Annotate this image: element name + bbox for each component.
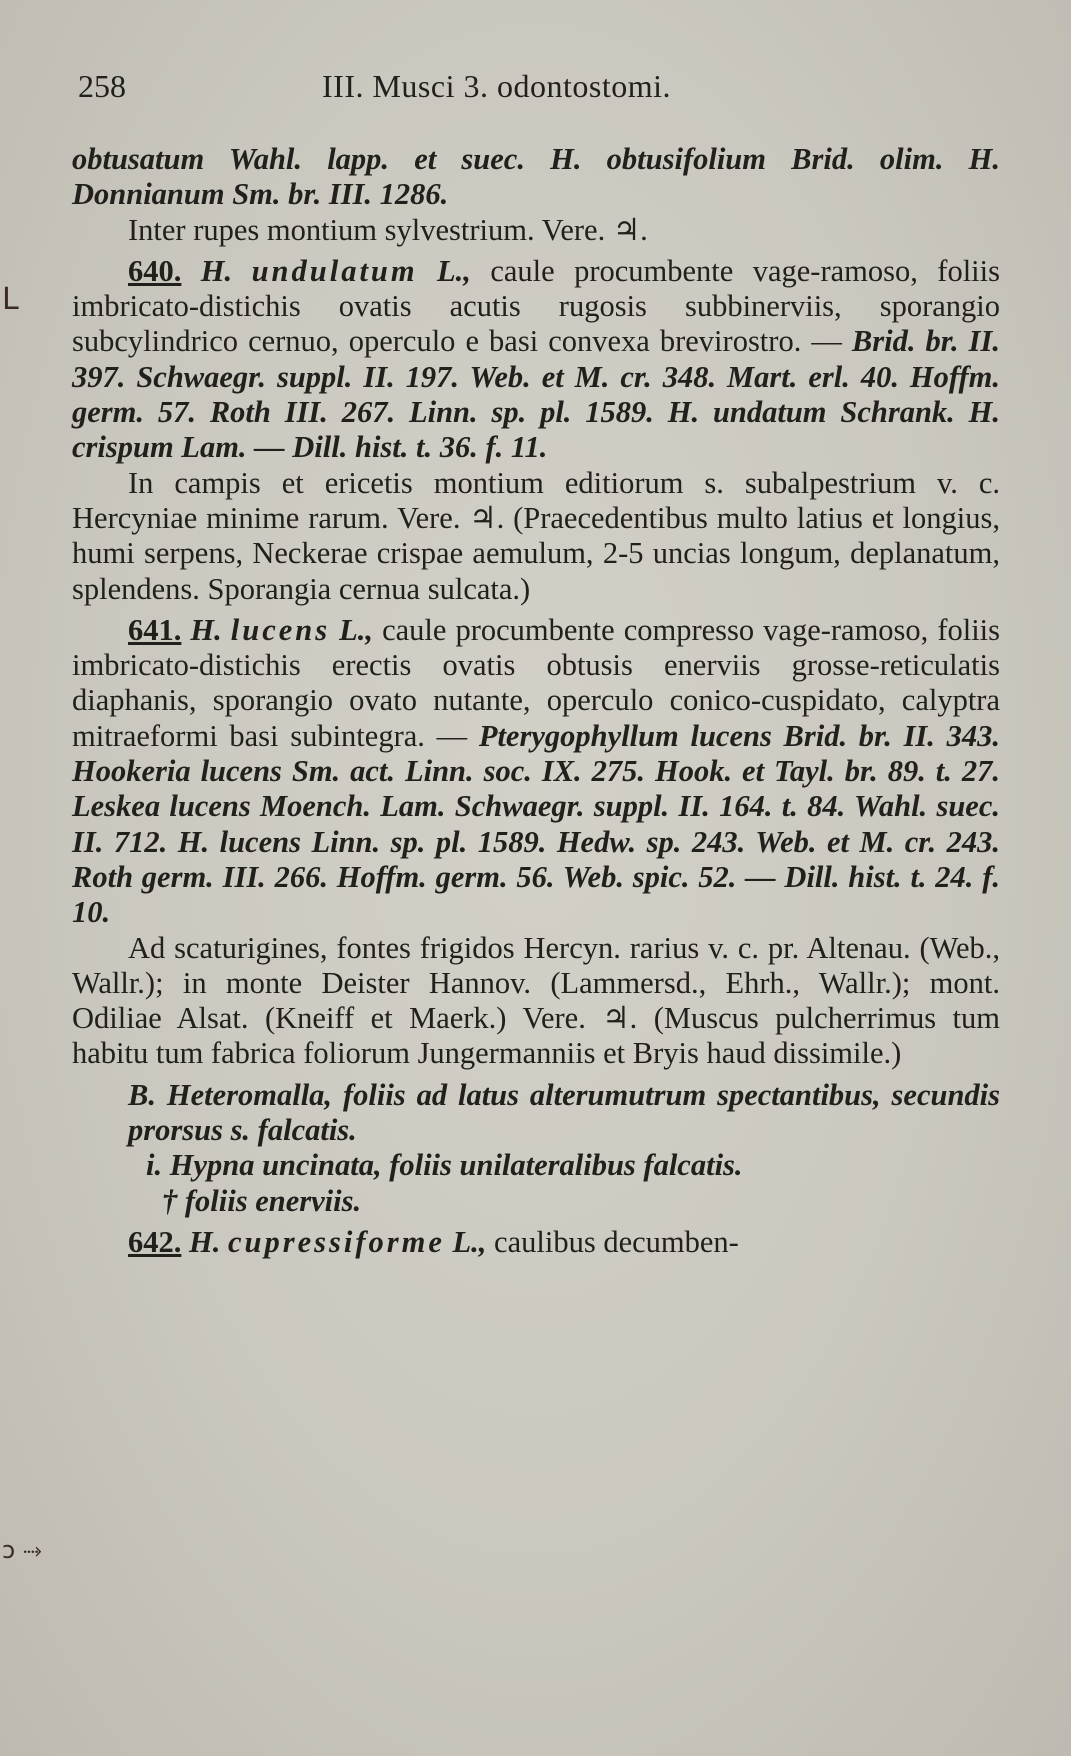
running-title: III. Musci 3. odontostomi. [322,68,671,104]
section-i-heading: i. Hypna uncinata, foliis unilateralibus falcatis. [146,1148,743,1183]
species-642-entry [72,1225,1000,1260]
species-640-description: caule procumbente vage-ramoso, foliis imbricato-distichis ovatis acutis rugosis subbinerviis, sporangio subcylindrico cernuo, operculo e basi convexa brevirostro. — [72,253,1000,359]
species-640-references: Brid. br. II. 397. Schwaegr. suppl. II. 197. Web. et M. cr. 348. Mart. erl. 40. Hoffm. germ. 57. Roth III. 267. Linn. sp. pl. 1589. H. undatum Schrank. H. crispum Lam. — Dill. hist. t. 36. f. 11. [72,324,1000,465]
species-641-name: lucens [230,612,331,647]
species-642-description: caulibus decumben- [494,1224,739,1259]
section-b-heading: B. Heteromalla, foliis ad latus alterumutrum spectantibus, secundis prorsus s. falcatis. [128,1077,1000,1148]
species-640-author: L., [437,253,471,288]
species-641-number: 641. [128,612,182,647]
margin-mark-top: L [2,282,19,317]
species-640-name: undulatum [251,253,418,288]
species-642-genus: H. [189,1224,221,1259]
species-641-references: Pterygophyllum lucens Brid. br. II. 343. Hookeria lucens Sm. act. Linn. soc. IX. 275. Hook. et Tayl. br. 89. t. 27. Leskea lucens Moench. Lam. Schwaegr. suppl. II. 164. t. 84. Wahl. suec. II. 712. H. lucens Linn. sp. pl. 1589. Hedw. sp. 243. Web. et M. cr. 243. Roth germ. III. 266. Hoffm. germ. 56. Web. spic. 52. — Dill. hist. t. 24. f. 10. [72,718,1001,930]
section-dagger-heading: † foliis enerviis. [162,1183,362,1218]
synonyms-paragraph: obtusatum Wahl. lapp. et suec. H. obtusifolium Brid. olim. H. Donnianum Sm. br. III. 1286. [72,142,1000,212]
species-642-name: cupressiforme [227,1224,445,1259]
species-640-number: 640. [128,253,182,288]
running-header [78,68,998,118]
species-641-entry [72,613,1000,931]
species-642-author: L., [452,1224,487,1259]
page-body [72,142,1000,1260]
page-number: 258 [78,68,126,104]
habitat-paragraph-0: Inter rupes montium sylvestrium. Vere. ♃. [128,212,648,247]
species-641-genus: H. [190,612,222,647]
species-642-number: 642. [128,1224,182,1259]
species-641-description: caule procumbente compresso vage-ramoso, foliis imbricato-distichis erectis ovatis obtusis enerviis grosse-reticulatis diaphanis, sporangio ovato nutante, operculo conico-cuspidato, calyptra mitraeformi basi subintegra. — [72,612,1001,753]
species-640-entry [72,254,1000,466]
species-641-author: L., [339,612,374,647]
margin-mark-bottom: ɔ ⤑ [2,1536,43,1564]
species-640-habitat: In campis et ericetis montium editiorum s. subalpestrium v. c. Hercyniae minime rarum. Vere. ♃. (Praecedentibus multo latius et longius, humi serpens, Neckerae crispae aemulum, 2-5 uncias longum, deplanatum, splendens. Sporangia cernua sulcata.) [72,465,1000,606]
species-641-habitat: Ad scaturigines, fontes frigidos Hercyn. rarius v. c. pr. Altenau. (Web., Wallr.); in monte Deister Hannov. (Lammersd., Ehrh., Wallr.); mont. Odiliae Alsat. (Kneiff et Maerk.) Vere. ♃. (Muscus pulcherrimus tum habitu tum fabrica foliorum Jungermanniis et Bryis haud dissimile.) [72,930,1000,1071]
species-640-genus: H. [200,253,233,288]
